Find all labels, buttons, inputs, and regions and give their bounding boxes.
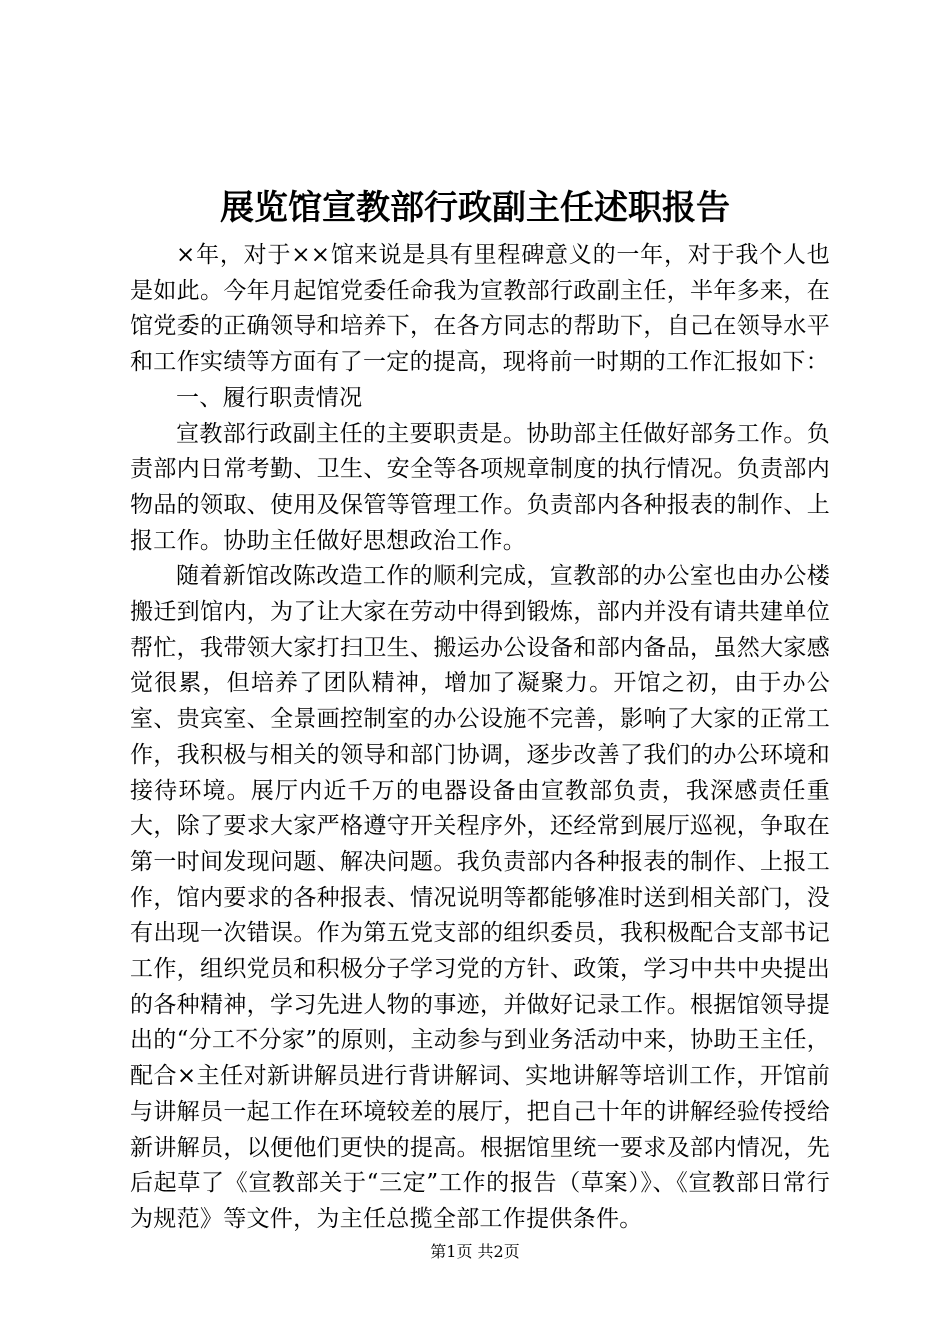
- paragraph-intro: ×年，对于××馆来说是具有里程碑意义的一年，对于我个人也是如此。今年月起馆党委任命我为宣教部行政副主任，半年多来，在馆党委的正确领导和培养下，在各方同志的帮助下，自己在领导水平和工作实绩等方面有了一定的提高，现将前一时期的工作汇报如下：: [130, 242, 830, 376]
- paragraph-work-details: 随着新馆改陈改造工作的顺利完成，宣教部的办公室也由办公楼搬迁到馆内，为了让大家在劳动中得到锻炼，部内并没有请共建单位帮忙，我带领大家打扫卫生、搬运办公设备和部内备品，虽然大家感觉很累，但培养了团队精神，增加了凝聚力。开馆之初，由于办公室、贵宾室、全景画控制室的办公设施不完善，影响了大家的正常工作，我积极与相关的领导和部门协调，逐步改善了我们的办公环境和接待环境。展厅内近千万的电器设备由宣教部负责，我深感责任重大，除了要求大家严格遵守开关程序外，还经常到展厅巡视，争取在第一时间发现问题、解决问题。我负责部内各种报表的制作、上报工作，馆内要求的各种报表、情况说明等都能够准时送到相关部门，没有出现一次错误。作为第五党支部的组织委员，我积极配合支部书记工作，组织党员和积极分子学习党的方针、政策，学习中共中央提出的各种精神，学习先进人物的事迹，并做好记录工作。根据馆领导提出的“分工不分家”的原则，主动参与到业务活动中来，协助王主任，配合×主任对新讲解员进行背讲解词、实地讲解等培训工作，开馆前与讲解员一起工作在环境较差的展厅，把自己十年的讲解经验传授给新讲解员，以便他们更快的提高。根据馆里统一要求及部内情况，先后起草了《宣教部关于“三定”工作的报告（草案）》、《宣教部日常行为规范》等文件，为主任总揽全部工作提供条件。: [130, 563, 830, 1232]
- document-body: [130, 238, 830, 1238]
- document-title: 展览馆宣教部行政副主任述职报告: [220, 188, 730, 228]
- page-number-footer: 第1页 共2页: [430, 1242, 520, 1261]
- section-heading: 一、履行职责情况: [176, 384, 363, 411]
- paragraph-duties: 宣教部行政副主任的主要职责是。协助部主任做好部务工作。负责部内日常考勤、卫生、安全等各项规章制度的执行情况。负责部内物品的领取、使用及保管等管理工作。负责部内各种报表的制作、上报工作。协助主任做好思想政治工作。: [130, 420, 830, 554]
